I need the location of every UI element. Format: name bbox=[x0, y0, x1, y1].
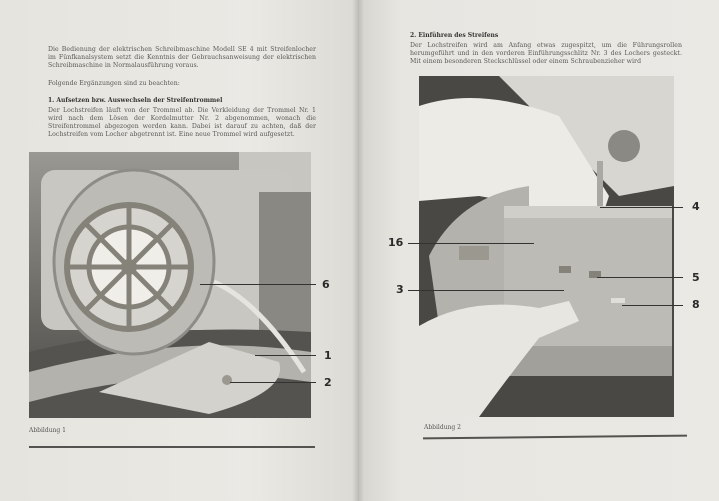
callout-line-16 bbox=[408, 243, 534, 244]
callout-line-3 bbox=[408, 290, 564, 291]
callout-3: 3 bbox=[396, 283, 404, 296]
callout-2: 2 bbox=[324, 376, 332, 389]
callout-line-1 bbox=[255, 355, 316, 356]
callout-8: 8 bbox=[692, 298, 700, 311]
section-1-body: Der Lochstreifen läuft von der Trommel ab. Die Verkleidung der Trommel Nr. 1 wird nach dem Lösen der Kordelmutter Nr. 2 abgenommen, wonach die Streifentrommel abgezogen werden kann. Dabei ist darauf zu achten, daß der Lochstreifen vom Locher abgetrennt ist. Eine neue Trommel wird aufgesetzt. bbox=[48, 107, 316, 138]
section-2-heading: 2. Einführen des Streifens bbox=[410, 32, 499, 39]
note-line: Folgende Ergänzungen sind zu beachten: bbox=[48, 80, 180, 87]
figure-1-photo bbox=[29, 152, 311, 418]
callout-line-4 bbox=[600, 207, 683, 208]
callout-6: 6 bbox=[322, 278, 330, 291]
callout-line-8 bbox=[622, 305, 683, 306]
figure-2-photo bbox=[419, 76, 674, 417]
callout-4: 4 bbox=[692, 200, 700, 213]
left-page-rule bbox=[29, 446, 315, 448]
figure-2-caption: Abbildung 2 bbox=[424, 424, 461, 431]
callout-5: 5 bbox=[692, 271, 700, 284]
figure-1-caption: Abbildung 1 bbox=[29, 427, 66, 434]
book-gutter bbox=[352, 0, 364, 501]
callout-16: 16 bbox=[388, 236, 404, 249]
callout-line-5 bbox=[597, 277, 683, 278]
callout-line-2 bbox=[230, 382, 316, 383]
callout-1: 1 bbox=[324, 349, 332, 362]
typewriter-drum-illustration bbox=[29, 152, 311, 418]
strip-insertion-illustration bbox=[419, 76, 674, 417]
section-2-body: Der Lochstreifen wird am Anfang etwas zugespitzt, um die Führungsrollen herumgeführt und in den vorderen Einführungsschlitz Nr. 3 des Lochers gesteckt. Mit einem besonderen Steckschlüssel oder einem Schraubenzieher wird bbox=[410, 42, 682, 65]
intro-paragraph: Die Bedienung der elektrischen Schreibmaschine Modell SE 4 mit Streifenlocher im Fünfkanalsystem setzt die Kenntnis der Gebrauchsanweisung der elektrischen Schreibmaschine in Normalausführung voraus. bbox=[48, 46, 316, 69]
callout-line-6 bbox=[200, 284, 316, 285]
section-1-heading: 1. Aufsetzen bzw. Auswechseln der Streifentrommel bbox=[48, 97, 223, 104]
